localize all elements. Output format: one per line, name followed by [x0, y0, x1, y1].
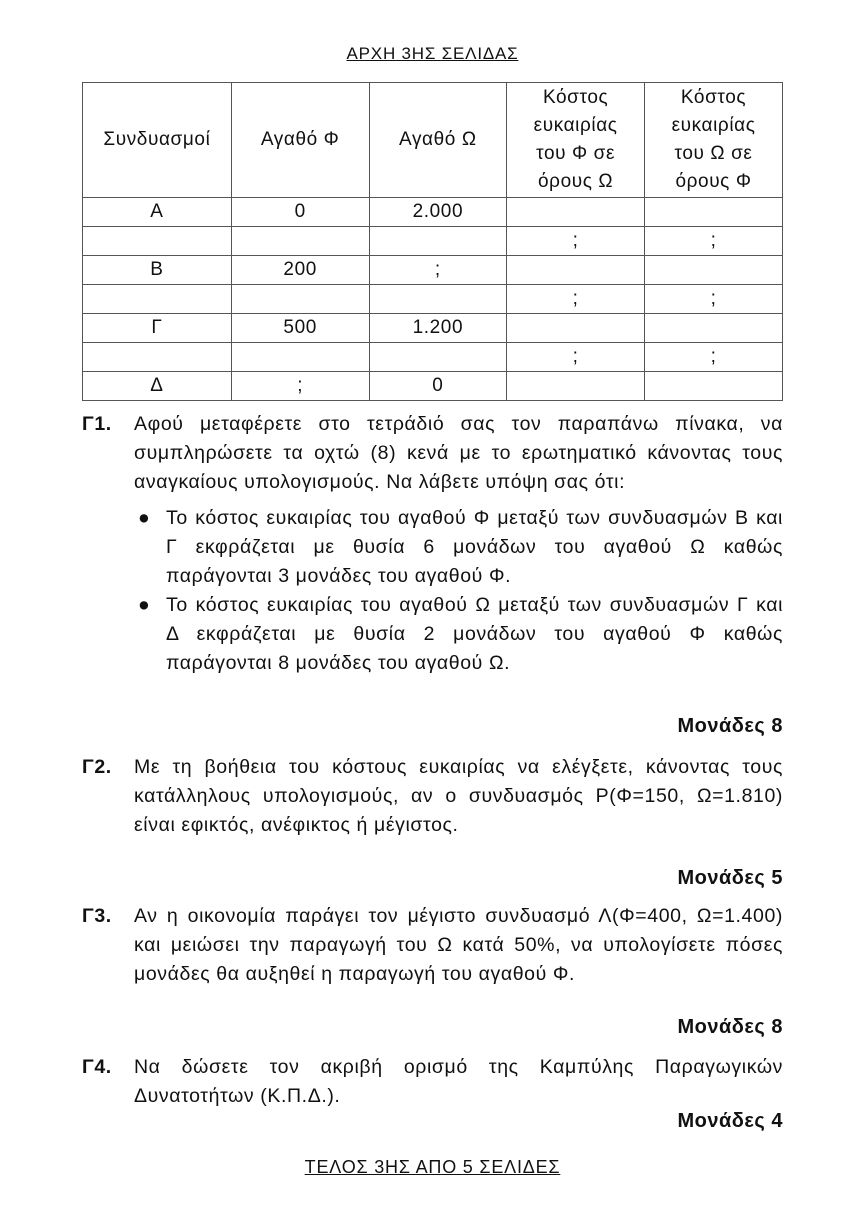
table-cell: ;: [507, 285, 645, 314]
question-text: Να δώσετε τον ακριβή ορισμό της Καμπύλης Παραγωγικών Δυνατοτήτων (Κ.Π.Δ.).: [134, 1056, 783, 1107]
list-item: [134, 504, 783, 591]
table-cell: [645, 256, 783, 285]
table-row: [83, 372, 783, 401]
table-cell: [507, 198, 645, 227]
table-row: [83, 256, 783, 285]
table-cell: [645, 372, 783, 401]
table-cell: ;: [507, 343, 645, 372]
column-header-opportunity-cost-phi-label: Κόστος ευκαιρίας του Φ σε όρους Ω: [533, 87, 618, 192]
bullet-list: [134, 504, 783, 678]
table-cell: [83, 227, 232, 256]
question-number: Γ4.: [82, 1056, 112, 1078]
table-row: [83, 314, 783, 343]
table-cell: ;: [369, 256, 507, 285]
bullet-icon: ●: [138, 507, 151, 529]
marks-g2: Μονάδες 5: [677, 867, 783, 889]
bullet-icon: ●: [138, 594, 151, 616]
marks-g4: Μονάδες 4: [677, 1110, 783, 1132]
question-text: Αφού μεταφέρετε στο τετράδιό σας τον παραπάνω πίνακα, να συμπληρώσετε τα οχτώ (8) κενά με το ερωτηματικό κάνοντας τους αναγκαίους υπολογισμούς. Να λάβετε υπόψη σας ότι:: [134, 413, 783, 493]
question-number: Γ3.: [82, 905, 112, 927]
table-cell: [83, 285, 232, 314]
table-cell: [369, 227, 507, 256]
column-header-opportunity-cost-omega-label: Κόστος ευκαιρίας του Ω σε όρους Φ: [671, 87, 756, 192]
question-number: Γ2.: [82, 756, 112, 778]
table-cell: 0: [231, 198, 369, 227]
table-row: [83, 343, 783, 372]
table-cell: [231, 343, 369, 372]
table-cell: [231, 227, 369, 256]
question-g4: [82, 1053, 783, 1111]
question-g2: [82, 753, 783, 840]
question-number: Γ1.: [82, 413, 112, 435]
table-cell: [507, 372, 645, 401]
table-cell: [645, 314, 783, 343]
table-cell: [507, 256, 645, 285]
table-cell: 500: [231, 314, 369, 343]
question-text: Με τη βοήθεια του κόστους ευκαιρίας να ελέγξετε, κάνοντας τους κατάλληλους υπολογισμούς, αν ο συνδυασμός Ρ(Φ=150, Ω=1.810) είναι εφικτός, ανέφικτος ή μέγιστος.: [134, 756, 783, 836]
column-header-opportunity-cost-phi: [507, 83, 645, 198]
table-row: [83, 198, 783, 227]
bullet-text: Το κόστος ευκαιρίας του αγαθού Ω μεταξύ των συνδυασμών Γ και Δ εκφράζεται με θυσία 2 μονάδων του αγαθού Φ καθώς παράγονται 8 μονάδες του αγαθού Ω.: [166, 594, 783, 674]
marks-g1: Μονάδες 8: [677, 715, 783, 737]
table-cell: 0: [369, 372, 507, 401]
column-header-good-phi: Αγαθό Φ: [231, 83, 369, 198]
production-possibilities-table: [82, 82, 783, 401]
table-cell: Γ: [83, 314, 232, 343]
table-row: [83, 285, 783, 314]
column-header-good-omega: Αγαθό Ω: [369, 83, 507, 198]
table-cell: ;: [507, 227, 645, 256]
table-cell: 2.000: [369, 198, 507, 227]
table-cell: ;: [645, 285, 783, 314]
table-header-row: [83, 83, 783, 198]
page-footer: ΤΕΛΟΣ 3ΗΣ ΑΠΟ 5 ΣΕΛΙΔΕΣ: [304, 1157, 561, 1177]
column-header-combinations: Συνδυασμοί: [83, 83, 232, 198]
table-cell: ;: [645, 343, 783, 372]
table-cell: [369, 343, 507, 372]
list-item: [134, 591, 783, 678]
question-g3: [82, 902, 783, 989]
table-cell: ;: [645, 227, 783, 256]
table-row: [83, 227, 783, 256]
table-cell: [231, 285, 369, 314]
table-cell: ;: [231, 372, 369, 401]
table-cell: 1.200: [369, 314, 507, 343]
table-cell: Δ: [83, 372, 232, 401]
question-g1: [82, 410, 783, 678]
table-cell: Β: [83, 256, 232, 285]
table-cell: 200: [231, 256, 369, 285]
column-header-opportunity-cost-omega: [645, 83, 783, 198]
table-cell: [83, 343, 232, 372]
question-text: Αν η οικονομία παράγει τον μέγιστο συνδυασμό Λ(Φ=400, Ω=1.400) και μειώσει την παραγωγή του Ω κατά 50%, να υπολογίσετε πόσες μονάδες θα αυξηθεί η παραγωγή του αγαθού Φ.: [134, 905, 783, 985]
page-header: ΑΡΧΗ 3ΗΣ ΣΕΛΙΔΑΣ: [346, 44, 519, 63]
table-cell: [507, 314, 645, 343]
marks-g3: Μονάδες 8: [677, 1016, 783, 1038]
table-cell: [369, 285, 507, 314]
table-cell: Α: [83, 198, 232, 227]
table-cell: [645, 198, 783, 227]
bullet-text: Το κόστος ευκαιρίας του αγαθού Φ μεταξύ των συνδυασμών Β και Γ εκφράζεται με θυσία 6 μονάδων του αγαθού Ω καθώς παράγονται 3 μονάδες του αγαθού Φ.: [166, 507, 783, 587]
